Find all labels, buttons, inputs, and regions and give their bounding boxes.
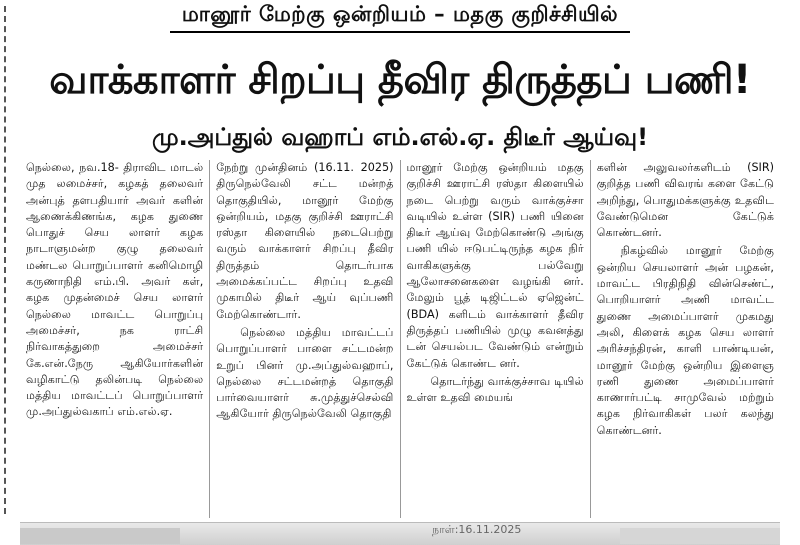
column-4: [590, 160, 780, 518]
article-body: [20, 160, 780, 518]
column-1: [20, 160, 209, 518]
photo-date-stamp: நாள்:16.11.2025: [432, 523, 522, 536]
column-3: [400, 160, 590, 518]
cut-line: [4, 6, 6, 514]
paragraph: நெல்லை மத்திய மாவட்டப் பொறுப்பாளர் பாளை சட்டமன்ற உறுப் பினர் மு.அப்துல்வஹாப், நெல்லை சட்டமன்றத் தொகுதி பார்வையாளர் சு.முத்துச்செல்வி ஆகியோர் திருநெல்வேலி தொகுதி: [216, 325, 394, 421]
paragraph: களின் அலுவலர்களிடம் (SIR) குறித்த பணி விவரங் களை கேட்டு அறிந்து, பொதுமக்களுக்கு உதவிட வேண்டுமென கேட்டுக் கொண்டனர்.: [596, 161, 774, 240]
paragraph: நிகழ்வில் மானூர் மேற்கு ஒன்றிய செயலாளர் அன் பழகன், மாவட்ட பிரதிநிதி வின்செண்ட், பொறியாளர் அணி மாவட்ட துணை அமைப்பாளர் முகமது அலி, கிளைக் கழக செய லாளர் அரிச்சந்திரன், காளி பாண்டியன், மானூர் மேற்கு ஒன்றிய இளைஞ ரணி துணை அமைப்பாளர் காணார்பட்டி சாமுவேல் மற்றும் கழக நிர்வாகிகள் பலர் கலந்து கொண்டனர்.: [596, 244, 774, 437]
kicker: மானூர் மேற்கு ஒன்றியம் – மதகு குறிச்சியில்: [170, 2, 630, 33]
page-edge: [0, 0, 14, 544]
kicker-wrap: [0, 2, 800, 33]
column-2: [209, 160, 399, 518]
paragraph: நேற்று முன்தினம் (16.11. 2025) திருநெல்வேலி சட்ட மன்றத் தொகுதியில், மானூர் மேற்கு ஒன்றியம், மதகு குறிச்சி ஊராட்சி ரஸ்தா கிளையில் நடைபெற்று வரும் வாக்காளர் சிறப்பு தீவிர திருத்தம் தொடர்பாக அமைக்கப்பட்ட சிறப்பு உதவி முகாமில் திடீர் ஆய் வுப்பணி மேற்கொண்டார்.: [216, 161, 394, 321]
paragraph: நெல்லை, நவ.18- திராவிட மாடல் முத லமைச்சர், கழகத் தலைவர் அன்புத் தளபதியார் அவர் களின் ஆணைக்கிணங்க, கழக துணை பொதுச் செய லாளர் கழக நாடாளுமன்ற குழு தலைவர் மண்டல பொறுப்பாளர் கனிமொழி கருணாநிதி எம்.பி. அவர் கள், கழக முதன்மைச் செய லாளர் நெல்லை மாவட்ட பொறுப்பு அமைச்சர், நக ராட்சி நிர்வாகத்துறை அமைச்சர் கே.என்.நேரு ஆகியோர்களின் வழிகாட்டு தலின்படி நெல்லை மத்திய மாவட்டப் பொறுப்பாளர் மு.அப்துல்வகாப் எம்.எல்.ஏ.: [26, 161, 204, 419]
paragraph: மானூர் மேற்கு ஒன்றியம் மதகு குறிச்சி ஊராட்சி ரஸ்தா கிளையில் நடை பெற்று வரும் வாக்குச்சா வடியில் உள்ள (SIR) பணி யினை திடீர் ஆய்வு மேற்கொண்டு அங்கு பணி யில் ஈடுபட்டிருந்த கழக நிர் வாகிகளுக்கு பல்வேறு ஆலோசனைகளை வழங்கி னர். மேலும் பூத் டிஜிட்டல் ஏஜென்ட் (BDA) களிடம் வாக்காளர் தீவிர திருத்தப் பணியில் முழு கவனத்து டன் செயல்பட வேண்டும் என்றும் கேட்டுக் கொண்ட னர்.: [406, 161, 584, 370]
subheadline: மு.அப்துல் வஹாப் எம்.எல்.ஏ. திடீர் ஆய்வு!: [151, 123, 649, 151]
photo-left: [20, 528, 180, 544]
headline: வாக்காளர் சிறப்பு தீவிர திருத்தப் பணி!: [49, 57, 751, 103]
paragraph: தொடர்ந்து வாக்குச்சாவ டியில் உள்ள உதவி மையங்: [406, 374, 584, 405]
photo-right: [620, 528, 780, 544]
